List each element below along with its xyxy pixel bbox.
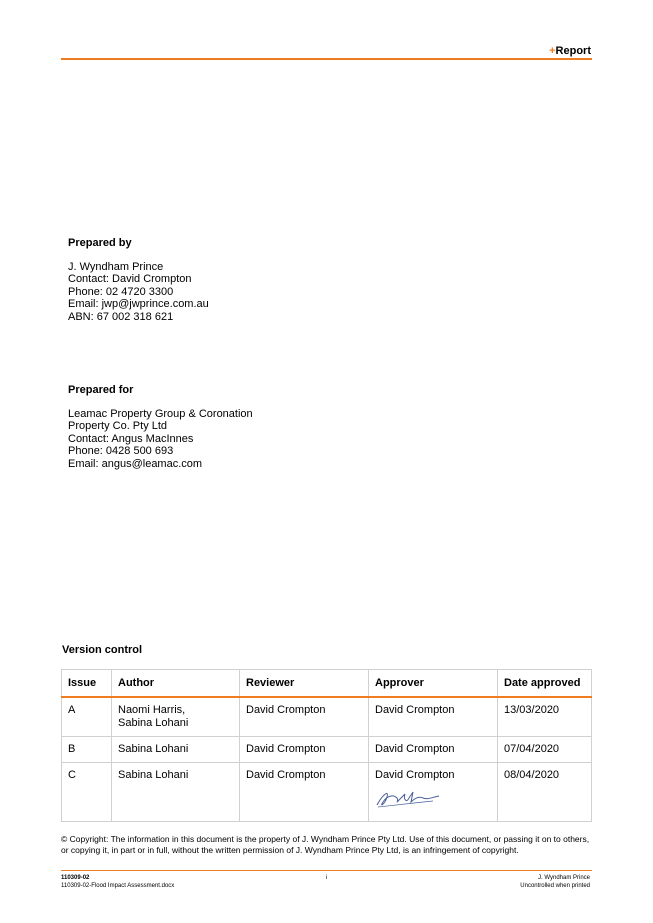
prepared-by-line: ABN: 67 002 318 621 [68,310,174,323]
copyright-notice: © Copyright: The information in this document is the property of J. Wyndham Prince Pty Ltd. Use of this document, or passing it on to others, or copying it, in part or in full, without the written permission of J. Wyndham Prince Pty Ltd, is an infringement of copyright. [61,834,590,855]
reviewer-cell: David Crompton [240,763,369,822]
approver-name: David Crompton [375,769,455,781]
col-reviewer-header: Reviewer [240,670,369,698]
author-cell [112,697,240,737]
prepared-by-line: J. Wyndham Prince [68,260,164,273]
issue-cell: B [62,737,112,763]
report-header-label [549,45,591,57]
table-row [62,763,592,822]
header-rule [61,58,592,60]
prepared-for-line: Leamac Property Group & Coronation [68,407,253,420]
footer-file-name: 110309-02-Flood Impact Assessment.docx [61,883,175,889]
col-approver-header: Approver [369,670,498,698]
prepared-for-line: Contact: Angus MacInnes [68,432,194,445]
table-row [62,697,592,737]
author-line: Naomi Harris, [118,704,186,716]
author-line: Sabina Lohani [118,717,189,729]
approver-cell [369,763,498,822]
prepared-for-line: Phone: 0428 500 693 [68,445,174,457]
issue-cell: C [62,763,112,822]
header-report-text: Report [555,45,591,57]
approver-cell: David Crompton [369,697,498,737]
prepared-for-heading: Prepared for [68,384,134,396]
signature-image [375,788,441,810]
col-date-header: Date approved [498,670,592,698]
prepared-by-line: Contact: David Crompton [68,273,192,285]
footer-page-number: i [326,875,328,881]
prepared-by-line: Phone: 02 4720 3300 [68,285,174,298]
footer-company: J. Wyndham Prince [538,875,590,881]
date-cell: 08/04/2020 [498,763,592,822]
date-cell: 13/03/2020 [498,697,592,737]
footer-rule [61,870,592,871]
prepared-for-block [68,384,253,470]
footer-left [61,874,174,890]
table-header-row [62,670,592,698]
prepared-by-heading: Prepared by [68,237,132,249]
table-row [62,737,592,763]
prepared-for-line: Property Co. Pty Ltd [68,420,168,432]
prepared-by-block [68,237,209,323]
prepared-for-line: Email: angus@leamac.com [68,457,203,470]
approver-cell: David Crompton [369,737,498,763]
issue-cell: A [62,697,112,737]
prepared-by-line: Email: jwp@jwprince.com.au [68,298,209,310]
signature-stroke [377,792,439,805]
reviewer-cell: David Crompton [240,737,369,763]
plus-mark: + [549,45,556,57]
version-control-table [61,669,592,822]
date-cell: 07/04/2020 [498,737,592,763]
version-control-title: Version control [62,644,143,656]
footer-job-number: 110309-02 [61,875,90,881]
reviewer-cell: David Crompton [240,697,369,737]
author-cell: Sabina Lohani [112,737,240,763]
footer-status: Uncontrolled when printed [520,883,590,889]
col-author-header: Author [112,670,240,698]
author-cell: Sabina Lohani [112,763,240,822]
signature-underline [378,801,433,807]
col-issue-header: Issue [62,670,112,698]
footer-right [520,874,590,890]
